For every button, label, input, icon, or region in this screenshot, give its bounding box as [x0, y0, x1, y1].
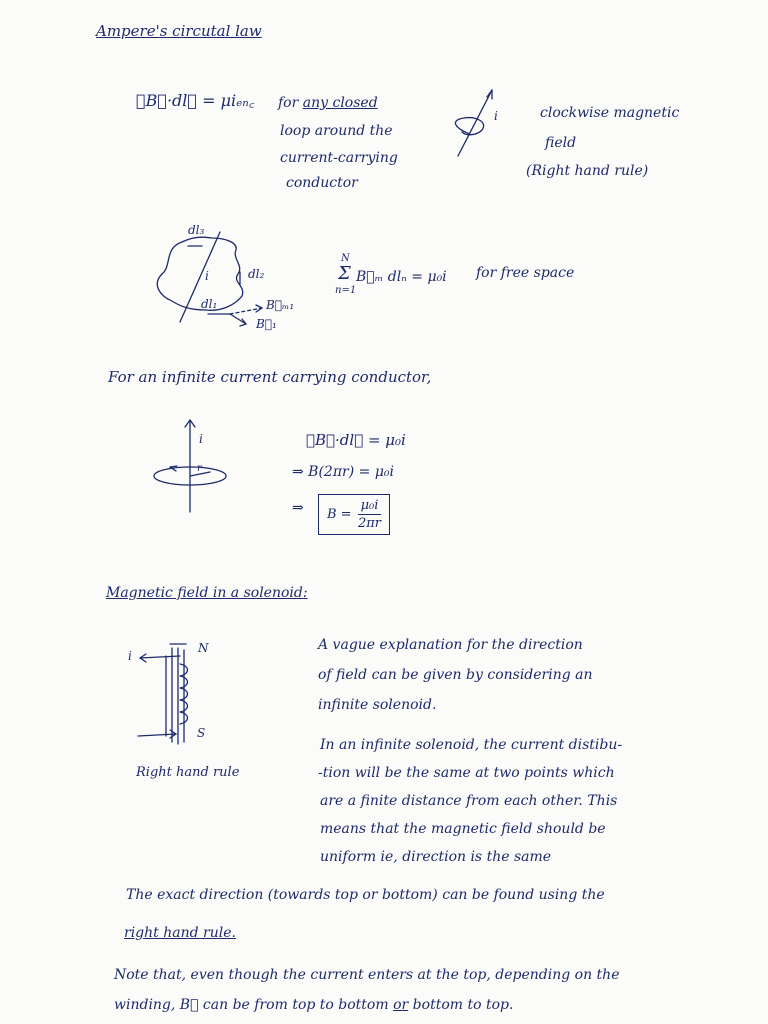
solenoid-label-S: S — [197, 726, 206, 740]
solenoid-heading: Magnetic field in a solenoid: — [106, 585, 308, 601]
note-line2-a: winding, B⃗ can be from top to bottom — [114, 997, 389, 1013]
para1-line2: of field can be given by considering an — [318, 667, 593, 683]
result-numerator: μ₀i — [358, 499, 382, 515]
ampere-desc-line1 — [278, 96, 378, 110]
loop-label-i: i — [205, 269, 209, 283]
solenoid-label-N: N — [198, 641, 209, 655]
ampere-desc-line2: loop around the — [280, 123, 393, 139]
wire-label-i: i — [494, 109, 498, 123]
result-lhs: B = — [327, 507, 352, 522]
para2-line2: -tion will be the same at two points which — [318, 765, 615, 781]
closed-loop-sketch — [150, 230, 300, 340]
infinite-label-r: r — [197, 463, 202, 474]
para2-line5: uniform ie, direction is the same — [320, 849, 552, 865]
result-denominator: 2πr — [357, 516, 381, 531]
para2-line4: means that the magnetic field should be — [320, 821, 606, 837]
ampere-desc-line4: conductor — [286, 175, 358, 191]
infinite-eq3-prefix: ⇒ — [292, 500, 304, 516]
infinite-eq2: ⇒ B(2πr) = μ₀i — [292, 464, 395, 480]
para2-line3: are a finite distance from each other. This — [320, 793, 618, 809]
ampere-note-line3: (Right hand rule) — [526, 163, 649, 179]
solenoid-caption: Right hand rule — [136, 765, 240, 780]
sum-sigma-icon: Σ — [338, 263, 351, 284]
solenoid-label-i: i — [128, 649, 132, 663]
exact-line1: The exact direction (towards top or bottom) can be found using the — [126, 887, 605, 903]
note-line1: Note that, even though the current enters at the top, depending on the — [114, 967, 620, 983]
loop-label-B1: B⃗₁ — [256, 317, 277, 331]
para1-line3: infinite solenoid. — [318, 697, 437, 713]
page-title: Ampere's circutal law — [96, 22, 262, 40]
wire-field-sketch — [448, 84, 508, 164]
ampere-desc-prefix: for — [278, 95, 299, 111]
loop-label-dl3: dl₃ — [188, 223, 205, 237]
result-box — [318, 494, 390, 535]
loop-label-dl2: dl₂ — [248, 267, 265, 281]
ampere-desc-line3: current-carrying — [280, 150, 398, 166]
loop-label-Bm: B⃗ₘ₁ — [266, 298, 295, 312]
sum-top: N — [341, 253, 350, 264]
note-line2 — [114, 998, 513, 1012]
note-line2-or: or — [393, 997, 409, 1013]
infinite-heading: For an infinite current carrying conductor, — [108, 368, 432, 386]
para2-line1: In an infinite solenoid, the current distibu- — [320, 737, 623, 753]
sum-note: for free space — [476, 265, 575, 281]
loop-label-dl1: dl₁ — [201, 297, 218, 311]
ampere-note-line2: field — [545, 135, 577, 151]
ampere-equation: ∮B⃗·dl⃗ = μiₑₙ꜀ — [136, 91, 255, 110]
ampere-desc-underlined: any closed — [302, 95, 378, 111]
result-fraction — [358, 499, 382, 530]
infinite-label-i: i — [199, 432, 203, 446]
note-line2-b: bottom to top. — [412, 997, 514, 1013]
ampere-note-line1: clockwise magnetic — [540, 105, 680, 121]
exact-line2: right hand rule. — [124, 925, 236, 941]
para1-line1: A vague explanation for the direction — [318, 637, 583, 653]
infinite-eq1: ∮B⃗·dl⃗ = μ₀i — [306, 431, 406, 449]
sum-bottom: n=1 — [335, 285, 357, 296]
sum-expression: B⃗ₘ dlₙ = μ₀i — [356, 269, 447, 285]
